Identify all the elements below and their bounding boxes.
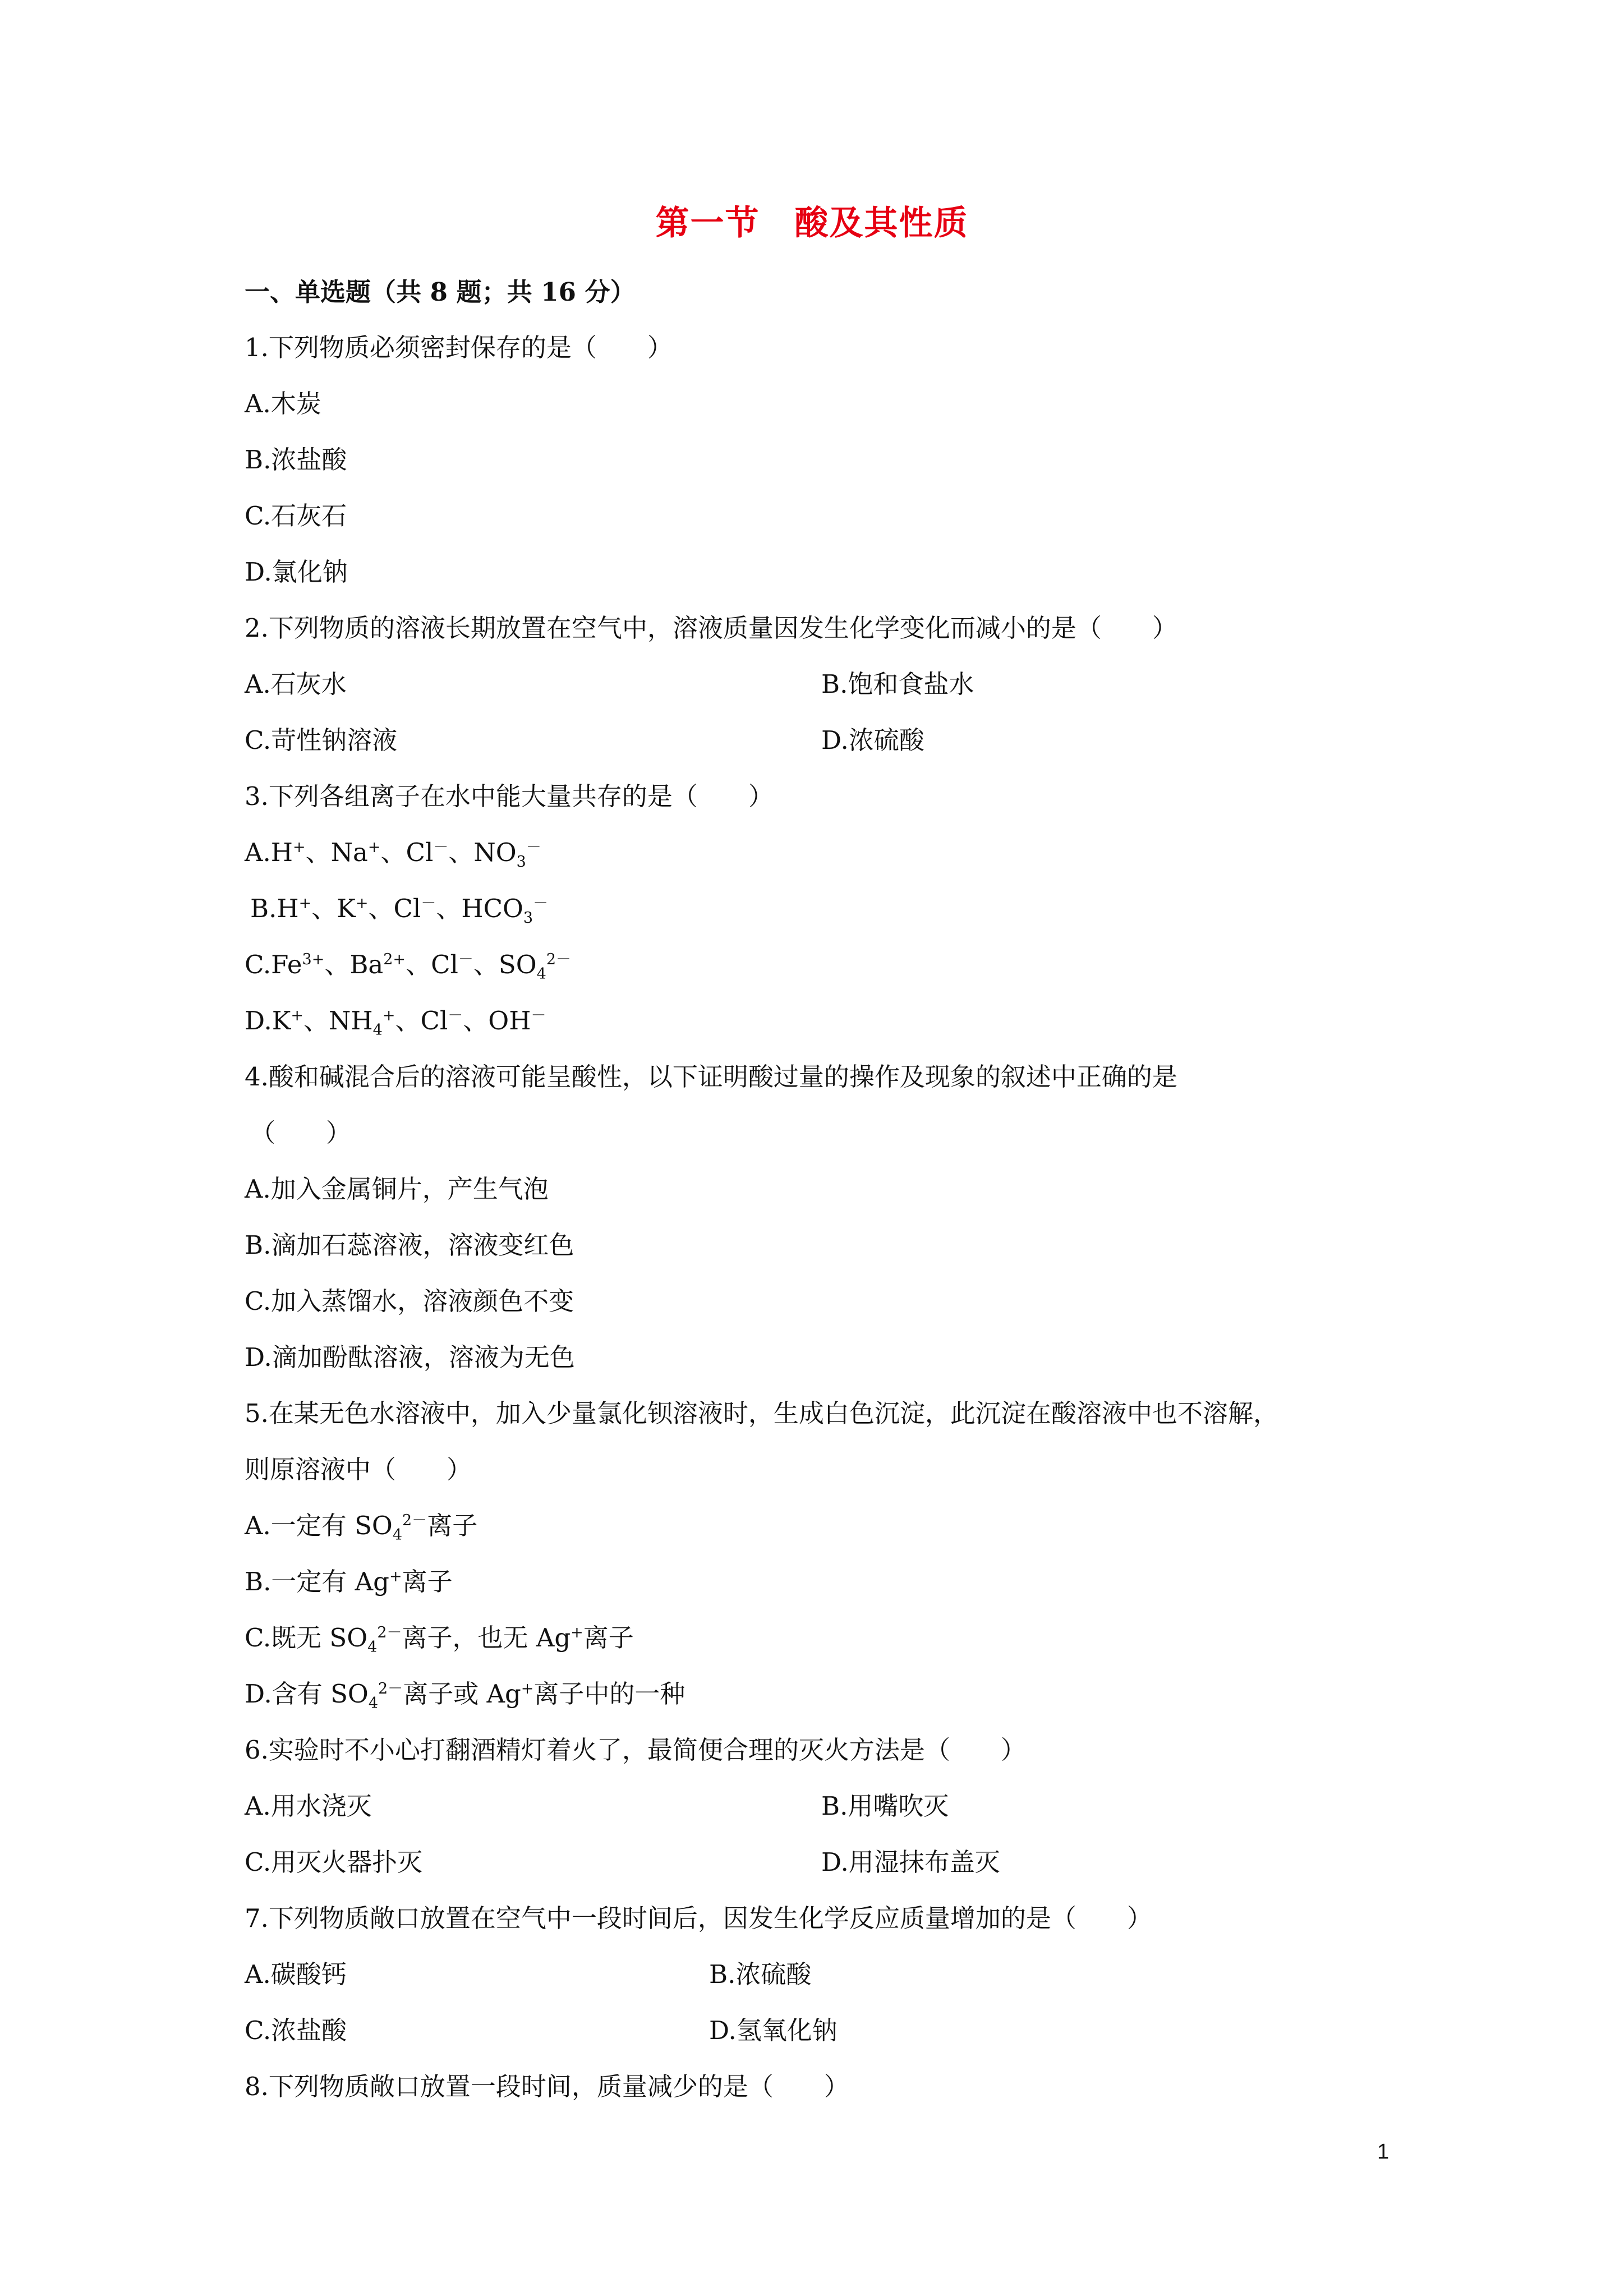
question-5-option-b: B.一定有 Ag+离子: [245, 1567, 453, 1596]
question-4-option-d: D.滴加酚酞溶液，溶液为无色: [245, 1342, 575, 1372]
question-3-option-d: D.K+、$NH_4^+$、Cl－、OH－: [245, 1006, 546, 1039]
question-6-option-c: C.用灭火器扑灭: [245, 1847, 423, 1877]
question-4-stem-line-2: （ ）: [250, 1118, 352, 1148]
question-3-option-c: $C.Fe^{3+}$、$Ba^{2+}$、Cl－、$SO_4^{2-}$: [245, 950, 571, 983]
question-4-option-c: C.加入蒸馏水，溶液颜色不变: [245, 1286, 574, 1316]
question-4-option-a: A.加入金属铜片，产生气泡: [245, 1174, 549, 1204]
question-1-option-c: C.石灰石: [245, 501, 347, 531]
question-6-option-d: D.用湿抹布盖灭: [821, 1847, 1000, 1877]
question-5-option-a: A.一定有 $SO_4^{2-}$离子: [245, 1511, 478, 1544]
question-8-stem: 8.下列物质敞口放置一段时间，质量减少的是（ ）: [245, 2072, 849, 2101]
page-number: 1: [1377, 2140, 1390, 2164]
question-7-option-d: D.氢氧化钠: [709, 2016, 838, 2045]
question-1-option-a: A.木炭: [245, 389, 321, 418]
question-2-option-b: B.饱和食盐水: [821, 669, 974, 699]
question-4-option-b: B.滴加石蕊溶液，溶液变红色: [245, 1230, 574, 1260]
section-heading: 一、单选题（共 8 题；共 16 分）: [245, 277, 636, 307]
question-6-option-b: B.用嘴吹灭: [821, 1791, 949, 1821]
question-2-option-c: C.苛性钠溶液: [245, 725, 398, 755]
question-5-option-c: C.既无 $SO_4^{2-}$离子，也无 Ag+离子: [245, 1623, 634, 1656]
question-7-option-c: C.浓盐酸: [245, 2016, 347, 2045]
question-4-stem-line-1: 4.酸和碱混合后的溶液可能呈酸性，以下证明酸过量的操作及现象的叙述中正确的是: [245, 1062, 1177, 1092]
question-1-option-d: D.氯化钠: [245, 557, 348, 587]
question-1-stem: 1.下列物质必须密封保存的是（ ）: [245, 333, 673, 362]
question-3-option-b: B.H+、K+、Cl－、$HCO_3^-$: [250, 894, 549, 927]
question-6-stem: 6.实验时不小心打翻酒精灯着火了，最简便合理的灭火方法是（ ）: [245, 1735, 1026, 1765]
page-title: 第一节 酸及其性质: [655, 204, 969, 243]
question-3-stem: 3.下列各组离子在水中能大量共存的是（ ）: [245, 781, 774, 811]
question-7-option-b: B.浓硫酸: [709, 1959, 812, 1989]
question-3-option-a: A.H+、Na+、Cl－、$NO_3^-$: [245, 838, 541, 871]
question-2-option-d: D.浓硫酸: [821, 725, 924, 755]
question-5-option-d: D.含有 $SO_4^{2-}$离子或 Ag+离子中的一种: [245, 1679, 686, 1712]
question-1-option-b: B.浓盐酸: [245, 445, 347, 475]
question-2-option-a: A.石灰水: [245, 669, 347, 699]
question-7-option-a: A.碳酸钙: [245, 1959, 347, 1989]
question-7-stem: 7.下列物质敞口放置在空气中一段时间后，因发生化学反应质量增加的是（ ）: [245, 1903, 1152, 1933]
question-6-option-a: A.用水浇灭: [245, 1791, 372, 1821]
question-5-stem-line-1: 5.在某无色水溶液中，加入少量氯化钡溶液时，生成白色沉淀，此沉淀在酸溶液中也不溶解，: [245, 1398, 1278, 1428]
question-5-stem-line-2: 则原溶液中（ ）: [245, 1455, 472, 1484]
question-2-stem: 2.下列物质的溶液长期放置在空气中，溶液质量因发生化学变化而减小的是（ ）: [245, 613, 1177, 643]
